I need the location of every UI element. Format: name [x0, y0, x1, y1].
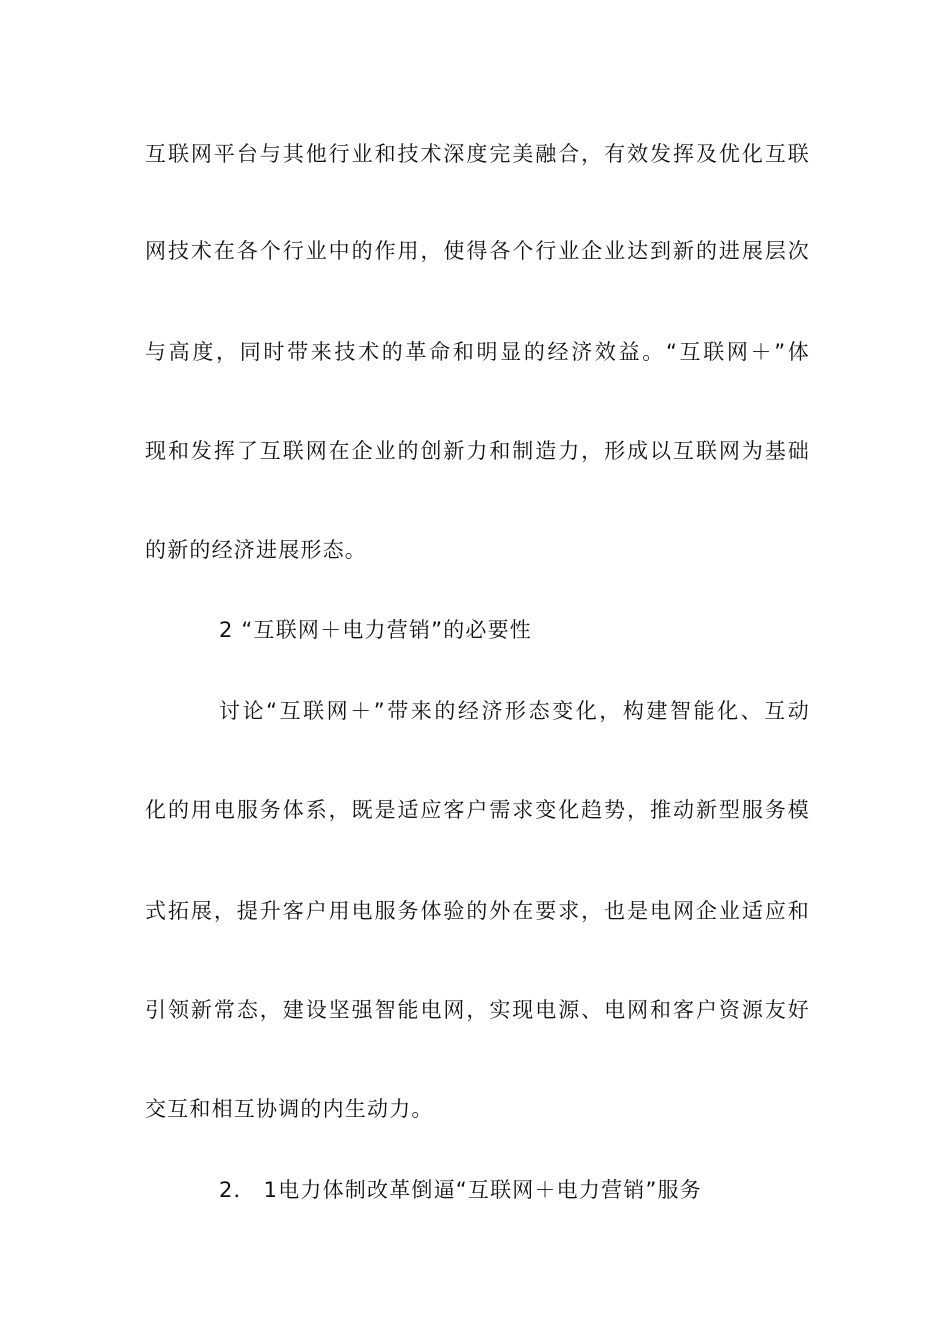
paragraph-line: 讨论“互联网＋”带来的经济形态变化，构建智能化、互动 — [219, 699, 810, 723]
paragraph-line: 与高度，同时带来技术的革命和明显的经济效益。“互联网＋”体 — [145, 340, 810, 364]
paragraph-line: 互联网平台与其他行业和技术深度完美融合，有效发挥及优化互联 — [145, 142, 810, 166]
section-heading: 2 “互联网＋电力营销”的必要性 — [219, 618, 532, 642]
subsection-heading: 2． 1电力体制改革倒逼“互联网＋电力营销”服务 — [219, 1178, 702, 1202]
paragraph-line: 网技术在各个行业中的作用，使得各个行业企业达到新的进展层次 — [145, 239, 810, 263]
paragraph-line: 交互和相互协调的内生动力。 — [145, 1097, 434, 1121]
paragraph-line: 现和发挥了互联网在企业的创新力和制造力，形成以互联网为基础 — [145, 439, 810, 463]
paragraph-line: 化的用电服务体系，既是适应客户需求变化趋势，推动新型服务模 — [145, 798, 810, 822]
paragraph-line: 的新的经济进展形态。 — [145, 538, 367, 562]
paragraph-line: 式拓展，提升客户用电服务体验的外在要求，也是电网企业适应和 — [145, 899, 810, 923]
paragraph-line: 引领新常态，建设坚强智能电网，实现电源、电网和客户资源友好 — [145, 998, 810, 1022]
